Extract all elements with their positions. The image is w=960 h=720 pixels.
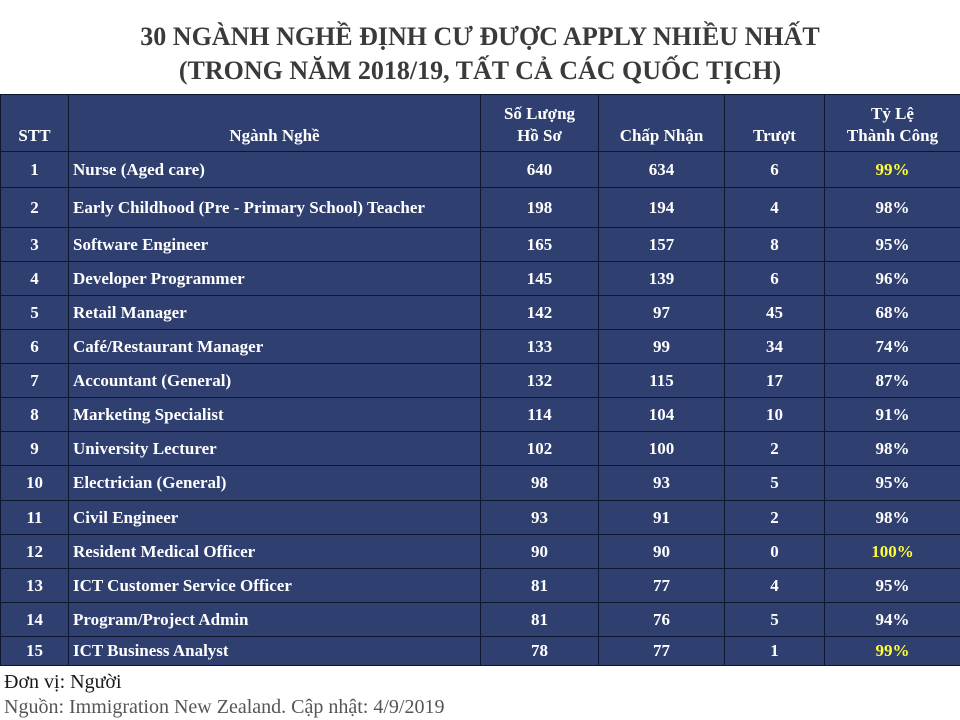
cell-rate: 99% [825, 152, 960, 188]
cell-rejected: 34 [725, 330, 825, 364]
table-row [1, 262, 960, 296]
table-row [1, 432, 960, 466]
cell-stt: 3 [1, 228, 69, 262]
cell-stt: 4 [1, 262, 69, 296]
cell-rate: 94% [825, 603, 960, 637]
table-row [1, 637, 960, 666]
cell-rejected: 5 [725, 466, 825, 501]
header-truot: Trượt [725, 95, 825, 152]
cell-total: 78 [481, 637, 599, 666]
cell-rate: 91% [825, 398, 960, 432]
cell-occupation: Café/Restaurant Manager [69, 330, 481, 364]
cell-occupation: Accountant (General) [69, 364, 481, 398]
cell-total: 114 [481, 398, 599, 432]
cell-stt: 8 [1, 398, 69, 432]
cell-stt: 7 [1, 364, 69, 398]
cell-stt: 9 [1, 432, 69, 466]
cell-rate: 95% [825, 228, 960, 262]
cell-occupation: Program/Project Admin [69, 603, 481, 637]
cell-rate: 98% [825, 501, 960, 535]
cell-occupation: Resident Medical Officer [69, 535, 481, 569]
cell-rate: 98% [825, 432, 960, 466]
table-row [1, 188, 960, 228]
cell-total: 90 [481, 535, 599, 569]
cell-rejected: 17 [725, 364, 825, 398]
cell-accepted: 99 [599, 330, 725, 364]
cell-rejected: 2 [725, 432, 825, 466]
cell-accepted: 634 [599, 152, 725, 188]
header-chap-nhan: Chấp Nhận [599, 95, 725, 152]
cell-rejected: 4 [725, 569, 825, 603]
cell-occupation: Civil Engineer [69, 501, 481, 535]
cell-stt: 12 [1, 535, 69, 569]
cell-total: 133 [481, 330, 599, 364]
cell-stt: 1 [1, 152, 69, 188]
header-stt: STT [1, 95, 69, 152]
header-so-luong-line2: Hồ Sơ [517, 126, 562, 145]
cell-rejected: 45 [725, 296, 825, 330]
cell-stt: 5 [1, 296, 69, 330]
table-row [1, 569, 960, 603]
cell-stt: 13 [1, 569, 69, 603]
header-nganh-nghe: Ngành Nghề [69, 95, 481, 152]
cell-rate: 96% [825, 262, 960, 296]
cell-stt: 11 [1, 501, 69, 535]
table-header-row [1, 95, 960, 152]
occupation-table [0, 94, 960, 666]
cell-rate: 87% [825, 364, 960, 398]
cell-rejected: 1 [725, 637, 825, 666]
header-so-luong [481, 95, 599, 152]
cell-rate: 95% [825, 466, 960, 501]
cell-total: 165 [481, 228, 599, 262]
header-ty-le-line1: Tỷ Lệ [871, 104, 914, 123]
cell-rejected: 5 [725, 603, 825, 637]
cell-total: 142 [481, 296, 599, 330]
cell-accepted: 194 [599, 188, 725, 228]
cell-rate: 95% [825, 569, 960, 603]
cell-rejected: 0 [725, 535, 825, 569]
cell-accepted: 157 [599, 228, 725, 262]
cell-rate: 99% [825, 637, 960, 666]
cell-stt: 10 [1, 466, 69, 501]
cell-occupation: Electrician (General) [69, 466, 481, 501]
header-ty-le [825, 95, 960, 152]
cell-rejected: 10 [725, 398, 825, 432]
cell-total: 640 [481, 152, 599, 188]
cell-occupation: ICT Business Analyst [69, 637, 481, 666]
cell-accepted: 104 [599, 398, 725, 432]
cell-rate: 68% [825, 296, 960, 330]
cell-accepted: 100 [599, 432, 725, 466]
cell-rejected: 6 [725, 262, 825, 296]
cell-accepted: 139 [599, 262, 725, 296]
cell-accepted: 97 [599, 296, 725, 330]
cell-total: 102 [481, 432, 599, 466]
slide-title [0, 20, 960, 88]
cell-rate: 74% [825, 330, 960, 364]
cell-occupation: Software Engineer [69, 228, 481, 262]
cell-rejected: 2 [725, 501, 825, 535]
cell-occupation: Retail Manager [69, 296, 481, 330]
cell-stt: 14 [1, 603, 69, 637]
cell-total: 132 [481, 364, 599, 398]
cell-total: 81 [481, 569, 599, 603]
cell-occupation: University Lecturer [69, 432, 481, 466]
cell-total: 93 [481, 501, 599, 535]
table-row [1, 398, 960, 432]
cell-accepted: 77 [599, 569, 725, 603]
table-row [1, 501, 960, 535]
cell-rate: 98% [825, 188, 960, 228]
cell-total: 145 [481, 262, 599, 296]
header-so-luong-line1: Số Lượng [503, 104, 576, 123]
table-body [1, 152, 960, 666]
table-row [1, 228, 960, 262]
table-row [1, 296, 960, 330]
cell-stt: 2 [1, 188, 69, 228]
title-line-2: (TRONG NĂM 2018/19, TẤT CẢ CÁC QUỐC TỊCH) [178, 56, 782, 85]
table-row [1, 152, 960, 188]
cell-accepted: 93 [599, 466, 725, 501]
cell-stt: 6 [1, 330, 69, 364]
cell-accepted: 91 [599, 501, 725, 535]
cell-total: 198 [481, 188, 599, 228]
table-row [1, 330, 960, 364]
cell-total: 98 [481, 466, 599, 501]
cell-occupation: Nurse (Aged care) [69, 152, 481, 188]
table-row [1, 535, 960, 569]
cell-accepted: 76 [599, 603, 725, 637]
cell-total: 81 [481, 603, 599, 637]
table-row [1, 364, 960, 398]
cell-rejected: 4 [725, 188, 825, 228]
cell-accepted: 90 [599, 535, 725, 569]
cell-occupation: Early Childhood (Pre - Primary School) Teacher [69, 188, 481, 228]
unit-note: Đơn vị: Người [4, 671, 122, 693]
cell-rate: 100% [825, 535, 960, 569]
cell-accepted: 77 [599, 637, 725, 666]
header-ty-le-line2: Thành Công [846, 126, 939, 145]
cell-rejected: 6 [725, 152, 825, 188]
source-note: Nguồn: Immigration New Zealand. Cập nhật: 4/9/2019 [4, 696, 445, 718]
cell-occupation: Marketing Specialist [69, 398, 481, 432]
cell-occupation: Developer Programmer [69, 262, 481, 296]
cell-occupation: ICT Customer Service Officer [69, 569, 481, 603]
title-line-1: 30 NGÀNH NGHỀ ĐỊNH CƯ ĐƯỢC APPLY NHIỀU NHẤT [140, 22, 820, 51]
cell-stt: 15 [1, 637, 69, 666]
cell-rejected: 8 [725, 228, 825, 262]
table-row [1, 603, 960, 637]
table-row [1, 466, 960, 501]
cell-accepted: 115 [599, 364, 725, 398]
